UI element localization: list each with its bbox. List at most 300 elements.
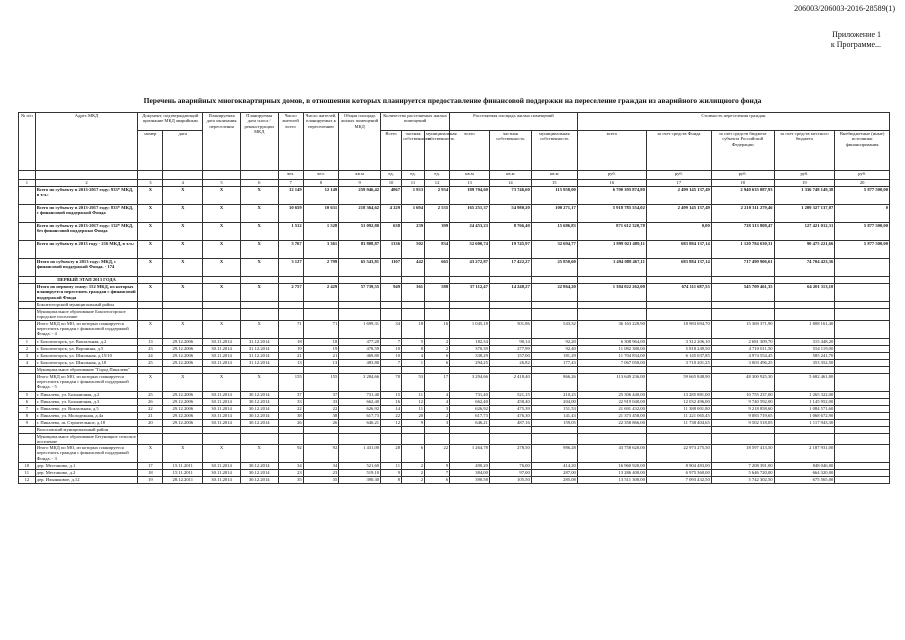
table-cell: 26 — [278, 419, 303, 426]
table-cell: Итого МКД по МО, из которых планируется переселить граждан с финансовой поддержкой Фонда. - 5 — [35, 373, 138, 391]
table-cell — [138, 277, 163, 284]
table-cell: 57 739,55 — [339, 284, 381, 302]
table-cell: 83 808,87 — [339, 241, 381, 259]
table-cell: 664 320,00 — [774, 470, 835, 477]
table-cell: 26,82 — [489, 359, 531, 366]
table-cell — [381, 309, 402, 321]
column-number-cell: 5 — [203, 180, 241, 187]
table-cell: 10 659 — [278, 205, 303, 223]
table-cell: 155 — [278, 373, 303, 391]
table-cell: X — [138, 373, 163, 391]
table-cell: 390,58 — [450, 477, 490, 484]
table-cell — [163, 302, 203, 309]
table-cell: 1 933 — [402, 187, 425, 205]
table-cell: 6 145 037,85 — [646, 352, 711, 359]
table-cell: X — [163, 445, 203, 463]
table-cell: 189 704,60 — [450, 187, 490, 205]
table-cell: 30.11.2014 — [203, 352, 241, 359]
table-cell: 17 — [138, 463, 163, 470]
column-number-cell: 20 — [835, 180, 890, 187]
table-cell: 738 313 808,47 — [711, 223, 774, 241]
table-row — [19, 477, 890, 484]
unit-cell: руб. — [711, 171, 774, 180]
unit-cell — [19, 171, 36, 180]
table-cell: 12 149 — [303, 187, 339, 205]
table-cell: X — [203, 205, 241, 223]
table-cell: 662,40 — [339, 398, 381, 405]
table-cell: дер. Ильинковое, д.12 — [35, 477, 138, 484]
table-cell: 18 597 413,50 — [711, 445, 774, 463]
table-cell: X — [163, 205, 203, 223]
table-cell: 20 — [402, 412, 425, 419]
header-address: Адрес МКД — [35, 113, 138, 171]
table-cell — [450, 309, 490, 321]
table-cell — [163, 366, 203, 373]
table-row — [19, 345, 890, 352]
table-cell: 15 369 371,90 — [711, 320, 774, 338]
table-cell: 26 — [303, 419, 339, 426]
table-cell: X — [138, 320, 163, 338]
table-cell — [450, 366, 490, 373]
table-cell: X — [240, 259, 278, 277]
table-cell: 23 — [303, 470, 339, 477]
group-row — [19, 433, 890, 445]
table-cell: 19 745,97 — [489, 241, 531, 259]
table-cell — [19, 433, 36, 445]
unit-cell: ед. — [381, 171, 402, 180]
table-cell: 9 502 518,05 — [711, 419, 774, 426]
table-cell: 11 704 834,00 — [577, 352, 646, 359]
table-cell: 115 958,00 — [531, 187, 577, 205]
table-cell: 588 — [425, 284, 450, 302]
table-cell: г. Бокситогорск, ул. Вокзальная, д.2 — [35, 338, 138, 345]
header-cost-total: всего — [577, 131, 646, 171]
table-cell — [278, 302, 303, 309]
table-cell: 1 264,78 — [450, 445, 490, 463]
table-cell — [402, 302, 425, 309]
table-cell: 10 631 — [303, 205, 339, 223]
document-title: Перечень аварийных многоквартирных домов, в отношении которых планируется предоставление финансовой поддержки на переселение граждан из аварийного жилищного фонда — [143, 96, 762, 105]
table-cell — [138, 433, 163, 445]
table-cell — [240, 433, 278, 445]
table-cell: 29.12.2006 — [163, 412, 203, 419]
table-cell — [711, 302, 774, 309]
table-cell: 5 742 302,50 — [711, 477, 774, 484]
table-cell: 4 710 011,50 — [711, 345, 774, 352]
table-cell: 239 — [402, 223, 425, 241]
table-cell: 97,00 — [489, 470, 531, 477]
table-cell — [450, 302, 490, 309]
table-cell: 33 — [278, 398, 303, 405]
table-cell: 7 093 432,50 — [646, 477, 711, 484]
table-cell — [138, 366, 163, 373]
table-cell: 1 384 022 262,00 — [577, 284, 646, 302]
table-cell: 6 — [425, 352, 450, 359]
unit-cell: руб. — [835, 171, 890, 180]
column-number-cell: 4 — [163, 180, 203, 187]
table-cell — [19, 373, 36, 391]
column-number-cell: 17 — [646, 180, 711, 187]
summary-row — [19, 259, 890, 277]
table-cell — [303, 433, 339, 445]
table-cell — [19, 187, 36, 205]
header-ra-municipal: муниципальная собственность — [531, 131, 577, 171]
table-cell: X — [138, 223, 163, 241]
table-cell: 34 — [278, 463, 303, 470]
table-cell: 3 — [425, 419, 450, 426]
header-area: Общая площадь жилых помещений МКД — [339, 113, 381, 171]
table-row — [19, 405, 890, 412]
table-cell — [835, 366, 890, 373]
table-cell: 5 — [402, 338, 425, 345]
table-cell: 370,39 — [450, 345, 490, 352]
table-cell: 25 — [138, 359, 163, 366]
table-cell — [531, 366, 577, 373]
table-cell — [402, 433, 425, 445]
table-cell: г. Пикалево, ул. Больничная, д.2 — [35, 391, 138, 398]
table-cell — [19, 366, 36, 373]
table-cell — [19, 302, 36, 309]
table-cell — [425, 277, 450, 284]
table-cell — [425, 433, 450, 445]
table-cell: 15.11.2011 — [163, 463, 203, 470]
table-cell: 834 — [425, 241, 450, 259]
table-cell: 29.12.2006 — [163, 405, 203, 412]
table-cell: 683 884 137,14 — [646, 259, 711, 277]
table-cell: 70 — [381, 373, 402, 391]
table-cell: 29.12.2006 — [163, 419, 203, 426]
table-cell: 24 — [138, 352, 163, 359]
table-cell: 22 919 040,00 — [577, 398, 646, 405]
table-cell: 4 974 554,45 — [711, 352, 774, 359]
table-cell: 315 448,20 — [774, 338, 835, 345]
header-cost-region: за счет средств бюджета субъекта Российской Федерации — [711, 131, 774, 171]
table-cell: X — [163, 284, 203, 302]
table-cell: 17 — [425, 373, 450, 391]
table-cell: 585 241,70 — [774, 352, 835, 359]
table-cell: 2 499 145 137,49 — [646, 205, 711, 223]
table-cell — [278, 277, 303, 284]
header-doc: Документ, подтверждающий признание МКД аварийным — [138, 113, 203, 131]
table-cell — [339, 426, 381, 433]
group-row — [19, 426, 890, 433]
table-cell: 477,20 — [339, 338, 381, 345]
table-cell — [711, 433, 774, 445]
header-rooms-total: Всего — [381, 131, 402, 171]
summary-row — [19, 187, 890, 205]
table-cell: 54 980,20 — [489, 205, 531, 223]
table-cell: 11 388 001,80 — [646, 405, 711, 412]
table-cell: 34 — [303, 463, 339, 470]
table-cell: 181,29 — [531, 352, 577, 359]
table-cell: 26 — [138, 398, 163, 405]
column-number-cell: 1 — [19, 180, 36, 187]
header-cost-extra: Внебюджетные (иные) источники финансирования — [835, 131, 890, 171]
table-cell — [835, 284, 890, 302]
table-cell: 19 — [138, 477, 163, 484]
summary-row — [19, 284, 890, 302]
table-row — [19, 359, 890, 366]
table-cell: 76,00 — [489, 463, 531, 470]
table-cell — [278, 366, 303, 373]
table-cell — [203, 302, 241, 309]
table-cell — [489, 426, 531, 433]
table-cell: 646,21 — [339, 419, 381, 426]
table-cell — [203, 277, 241, 284]
table-cell: 22 — [381, 412, 402, 419]
table-cell — [203, 426, 241, 433]
table-cell: 22 358 866,00 — [577, 419, 646, 426]
table-cell: 30.12.2014 — [240, 470, 278, 477]
table-cell — [577, 426, 646, 433]
table-cell: 22 — [138, 405, 163, 412]
table-cell: 35 — [278, 477, 303, 484]
header-num: № п/п — [19, 113, 36, 171]
table-cell: 3 710 201,25 — [646, 359, 711, 366]
header-rooms-municipal: муниципальная собственность — [425, 131, 450, 171]
table-cell: 10 — [381, 345, 402, 352]
summary-row — [19, 223, 890, 241]
table-cell — [489, 309, 531, 321]
table-row — [19, 412, 890, 419]
table-cell: X — [163, 373, 203, 391]
header-residents: Число жителей всего — [278, 113, 303, 171]
table-cell: 22 864,20 — [531, 284, 577, 302]
table-cell: 1 431,00 — [339, 445, 381, 463]
table-cell: Муниципальное образование Бокситогорское городское поселение — [35, 309, 138, 321]
table-cell: 182,34 — [450, 338, 490, 345]
table-cell — [339, 366, 381, 373]
table-cell — [774, 433, 835, 445]
table-cell — [577, 302, 646, 309]
table-cell: 1336 — [381, 241, 402, 259]
table-cell — [577, 277, 646, 284]
table-cell: 31.12.2014 — [240, 345, 278, 352]
table-cell: 1 209 327 137,07 — [774, 205, 835, 223]
header-planned-end: Планируемая дата окончания переселения — [203, 113, 241, 171]
table-cell: 5 — [19, 391, 36, 398]
table-cell — [646, 433, 711, 445]
table-cell: 25 — [138, 391, 163, 398]
table-cell — [835, 352, 890, 359]
unit-cell: кв.м — [531, 171, 577, 180]
table-cell: 9 — [425, 463, 450, 470]
column-number-cell: 9 — [339, 180, 381, 187]
table-cell — [450, 277, 490, 284]
table-cell: 1 512 — [278, 223, 303, 241]
table-cell — [19, 309, 36, 321]
table-cell: 33 — [303, 398, 339, 405]
table-cell: X — [203, 259, 241, 277]
unit-cell — [203, 171, 241, 180]
table-cell — [531, 433, 577, 445]
table-cell: Муниципальное образование Бегуницкое сельское поселение — [35, 433, 138, 445]
table-cell — [19, 445, 36, 463]
table-cell: 1 145 952,00 — [774, 398, 835, 405]
table-cell: 3 361 — [303, 241, 339, 259]
table-cell — [646, 309, 711, 321]
column-number-cell: 10 — [381, 180, 402, 187]
table-cell: дер. Местаново, д.2 — [35, 470, 138, 477]
table-cell: 38 — [303, 412, 339, 419]
unit-cell: кв.м — [489, 171, 531, 180]
table-cell — [402, 309, 425, 321]
table-cell: 22 — [303, 405, 339, 412]
table-cell: 543,32 — [531, 320, 577, 338]
table-cell: 1 336 748 149,38 — [774, 187, 835, 205]
table-cell: 9 — [381, 470, 402, 477]
table-cell: 3 284,66 — [339, 373, 381, 391]
table-cell: 204,00 — [531, 398, 577, 405]
table-cell: 73 746,60 — [489, 187, 531, 205]
unit-cell — [240, 171, 278, 180]
table-cell: X — [163, 259, 203, 277]
table-cell: 519,10 — [339, 470, 381, 477]
table-cell — [19, 205, 36, 223]
column-number-cell: 7 — [278, 180, 303, 187]
table-cell: 74 704 423,36 — [774, 259, 835, 277]
header-rooms-private: частная собственность — [402, 131, 425, 171]
table-cell — [450, 426, 490, 433]
table-cell: 29.12.2006 — [163, 391, 203, 398]
table-cell: г. Бокситогорск, ул. Школьная, д.15/10 — [35, 352, 138, 359]
table-cell: 12 — [402, 398, 425, 405]
table-cell: Всего по субъекту в 2013-2017 году: 132* МКД, без финансовой поддержки Фонда — [35, 223, 138, 241]
table-cell: 8 904 483,00 — [646, 463, 711, 470]
table-cell: X — [240, 320, 278, 338]
unit-cell: ед. — [425, 171, 450, 180]
table-cell: 7 — [381, 338, 402, 345]
table-cell: X — [163, 241, 203, 259]
table-cell: 9 — [19, 419, 36, 426]
table-cell: 646,21 — [450, 419, 490, 426]
table-cell — [835, 477, 890, 484]
column-number-cell: 6 — [240, 180, 278, 187]
table-cell: 4867 — [381, 187, 402, 205]
table-cell: 2 — [402, 470, 425, 477]
table-cell: 14 248,27 — [489, 284, 531, 302]
table-cell: 2 — [425, 338, 450, 345]
column-number-cell: 16 — [577, 180, 646, 187]
table-cell: Волосовский муниципальный район — [35, 426, 138, 433]
table-cell — [303, 309, 339, 321]
table-cell: 674 111 687,55 — [646, 284, 711, 302]
table-cell: 30.11.2014 — [203, 412, 241, 419]
table-cell — [339, 277, 381, 284]
table-cell: 2 — [402, 477, 425, 484]
table-cell: 38 — [278, 412, 303, 419]
column-number-cell: 13 — [450, 180, 490, 187]
table-cell: 2 — [425, 345, 450, 352]
table-cell — [138, 426, 163, 433]
table-cell: 53 — [402, 373, 425, 391]
table-cell — [381, 426, 402, 433]
table-cell: 11 — [381, 463, 402, 470]
table-cell: 52 600,74 — [450, 241, 490, 259]
table-cell: 92,20 — [531, 338, 577, 345]
table-cell: г. Пикалево, ш. Строительное, д.18 — [35, 419, 138, 426]
table-cell — [835, 426, 890, 433]
unit-cell: руб. — [774, 171, 835, 180]
table-cell — [835, 320, 890, 338]
table-cell: 5 918 785 554,02 — [577, 205, 646, 223]
table-cell: Бокситогорский муниципальный район — [35, 302, 138, 309]
table-cell: 458,40 — [489, 398, 531, 405]
table-cell — [835, 345, 890, 352]
table-cell — [646, 302, 711, 309]
table-cell: 1 117 943,30 — [774, 419, 835, 426]
unit-cell: руб. — [646, 171, 711, 180]
table-cell: 25 850,60 — [531, 259, 577, 277]
table-cell: 18 — [138, 470, 163, 477]
table-cell — [835, 391, 890, 398]
table-cell: 294,25 — [450, 359, 490, 366]
table-cell — [402, 366, 425, 373]
table-cell — [381, 277, 402, 284]
table-cell: 34 — [381, 320, 402, 338]
table-cell: 6 — [402, 445, 425, 463]
header-cost-local: за счет средств местного бюджета — [774, 131, 835, 171]
table-cell: 36 163 228,90 — [577, 320, 646, 338]
table-cell: 9 740 592,00 — [711, 398, 774, 405]
table-cell: 626,92 — [339, 405, 381, 412]
document-id: 206003/206003-2016-28589(1) — [794, 4, 895, 13]
table-row — [19, 445, 890, 463]
table-cell: 986,28 — [531, 445, 577, 463]
table-cell: 4 — [425, 391, 450, 398]
table-cell — [774, 309, 835, 321]
table-cell: 12 032 496,00 — [646, 398, 711, 405]
table-cell: 30.11.2014 — [203, 405, 241, 412]
table-cell: 22 — [425, 445, 450, 463]
table-cell: 2 210 311 279,46 — [711, 205, 774, 223]
unit-cell: руб. — [577, 171, 646, 180]
table-cell: 15 686,83 — [531, 223, 577, 241]
unit-cell: чел. — [303, 171, 339, 180]
table-cell — [835, 405, 890, 412]
table-cell: 21 — [303, 352, 339, 359]
header-resettle-area: Расселяемая площадь жилых помещений — [450, 113, 578, 131]
table-cell: 1 699,31 — [339, 320, 381, 338]
table-cell: X — [203, 241, 241, 259]
table-cell — [19, 284, 36, 302]
table-cell: 65 543,81 — [339, 259, 381, 277]
table-cell: 17 422,27 — [489, 259, 531, 277]
table-cell — [835, 309, 890, 321]
table-cell — [402, 426, 425, 433]
unit-cell — [163, 171, 203, 180]
table-cell: 2 — [425, 412, 450, 419]
table-cell — [835, 470, 890, 477]
table-row — [19, 373, 890, 391]
unit-cell: ед. — [402, 171, 425, 180]
table-cell: 5 818 249,50 — [646, 345, 711, 352]
table-cell: 71 — [278, 320, 303, 338]
column-number-cell: 19 — [774, 180, 835, 187]
table-cell: 2 934 — [425, 187, 450, 205]
table-cell: 30.12.2014 — [240, 477, 278, 484]
table-row — [19, 352, 890, 359]
table-cell — [240, 309, 278, 321]
table-cell: 6 308 964,00 — [577, 338, 646, 345]
table-cell: 8 — [381, 477, 402, 484]
table-cell: 278,50 — [489, 445, 531, 463]
table-cell: 617,73 — [339, 412, 381, 419]
table-cell: 23 — [278, 470, 303, 477]
table-cell: 442 — [402, 259, 425, 277]
table-cell — [835, 259, 890, 277]
table-cell — [489, 277, 531, 284]
